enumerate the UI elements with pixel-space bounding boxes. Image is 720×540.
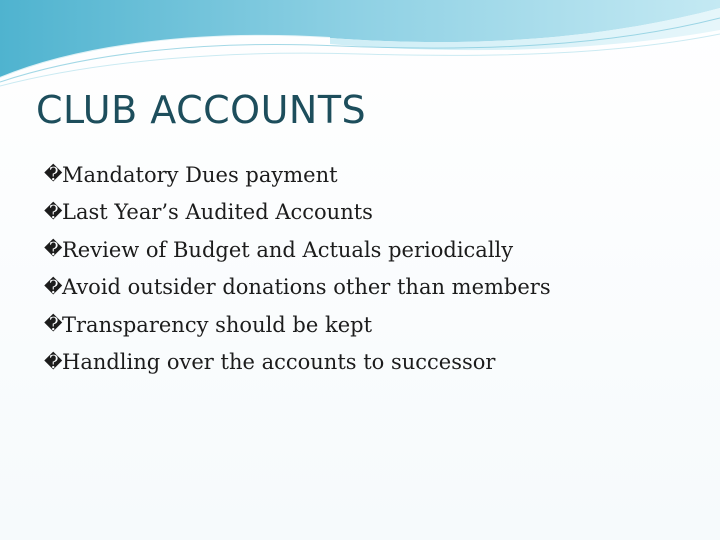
bullet-text: Review of Budget and Actuals periodically: [62, 237, 514, 262]
replacement-character-icon: �: [44, 164, 63, 186]
replacement-character-icon: �: [44, 351, 63, 373]
header-wave-decoration: [0, 0, 720, 90]
bullet-text: Avoid outsider donations other than members: [62, 275, 551, 300]
bullet-item: [44, 269, 551, 307]
replacement-character-icon: �: [44, 201, 63, 223]
bullet-item: [44, 344, 551, 382]
replacement-character-icon: �: [44, 239, 63, 261]
bullet-list: [44, 156, 551, 381]
bullet-text: Handling over the accounts to successor: [62, 350, 496, 375]
bullet-text: Transparency should be kept: [62, 312, 373, 337]
bullet-item: [44, 231, 551, 269]
bullet-item: [44, 306, 551, 344]
replacement-character-icon: �: [44, 276, 63, 298]
bullet-text: Mandatory Dues payment: [62, 162, 338, 187]
bullet-item: [44, 156, 551, 194]
replacement-character-icon: �: [44, 314, 63, 336]
slide-title: CLUB ACCOUNTS: [36, 88, 367, 132]
bullet-text: Last Year’s Audited Accounts: [62, 200, 373, 225]
bullet-item: [44, 194, 551, 232]
